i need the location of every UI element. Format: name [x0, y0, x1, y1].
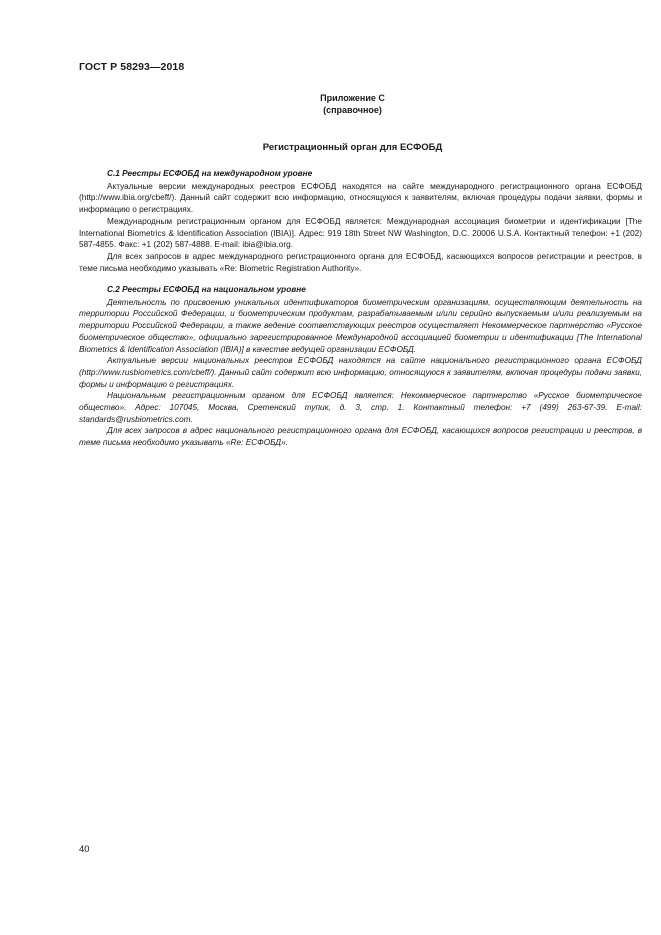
subsection-heading: С.2 Реестры ЕСФОБД на национальном уровне [107, 285, 306, 294]
appendix-subtitle: (справочное) [323, 105, 382, 115]
section-national [79, 284, 642, 449]
section-international [79, 168, 642, 274]
paragraph: Национальным регистрационным органом для ЕСФОБД является: Некоммерческое партнерство «Русское биометрическое общество». Адрес: 107045, Москва, Сретенский тупик, д. 3, стр. 1. Контактный телефон: +7 (499) 263-67-39. E-mail: standards@rusbiometrics.com. [79, 391, 642, 424]
paragraph: Для всех запросов в адрес международного регистрационного органа для ЕСФОБД, касающихся вопросов регистрации и реестров, в теме письма необходимо указывать «Re: Biometric Registration Authority». [79, 251, 642, 273]
appendix-title: Приложение С [320, 93, 385, 103]
section-title: Регистрационный орган для ЕСФОБД [262, 142, 443, 153]
paragraph: Актуальные версии национальных реестров ЕСФОБД находятся на сайте национального регистрационного органа ЕСФОБД (http://www.rusbiometrics.com/cbeff/). Данный сайт содержит всю информацию, относящуюся к заявителям, включая процедуры подачи заявки, формы и информацию о регистрациях. [79, 356, 642, 389]
paragraph: Международным регистрационным органом для ЕСФОБД является: Международная ассоциация биометрии и идентификации [The International Biometrics & Identification Association (IBIA)]. Адрес: 919 18th Street NW Washington, D.C. 20006 U.S.A. Контактный телефон: +1 (202) 587-4855. Факс: +1 (202) 587-4888. E-mail: ibia@ibia.org. [79, 216, 642, 250]
page-number: 40 [79, 844, 90, 855]
paragraph: Деятельность по присвоению уникальных идентификаторов биометрическим организациям, осуществляющим деятельность на территории Российской Федерации, и биометрическим продуктам, разрабатываемым и/или серийно выпускаемым и/или реализуемым на территории Российской Федерации, а также ведение соответствующих реестров осуществляет Некоммерческое партнерство «Русское биометрическое общество», официально зарегистрированное Международной ассоциацией биометрии и идентификации [The International Biometrics & Identification Association (IBIA)] в качестве ведущей организации ЕСФОБД. [79, 297, 642, 354]
paragraph: Для всех запросов в адрес национального регистрационного органа для ЕСФОБД, касающихся вопросов регистрации и реестров, в теме письма необходимо указывать «Re: ЕСФОБД». [79, 426, 642, 448]
document-header: ГОСТ Р 58293—2018 [79, 61, 185, 73]
paragraph: Актуальные версии международных реестров ЕСФОБД находятся на сайте международного регистрационного органа ЕСФОБД (http://www.ibia.org/cbeff/). Данный сайт содержит всю информацию, относящуюся к заявителям, включая процедуры подачи заявки, формы и информацию о регистрациях. [79, 181, 642, 215]
subsection-heading: С.1 Реестры ЕСФОБД на международном уровне [107, 169, 313, 178]
italic-paragraphs [79, 297, 642, 449]
